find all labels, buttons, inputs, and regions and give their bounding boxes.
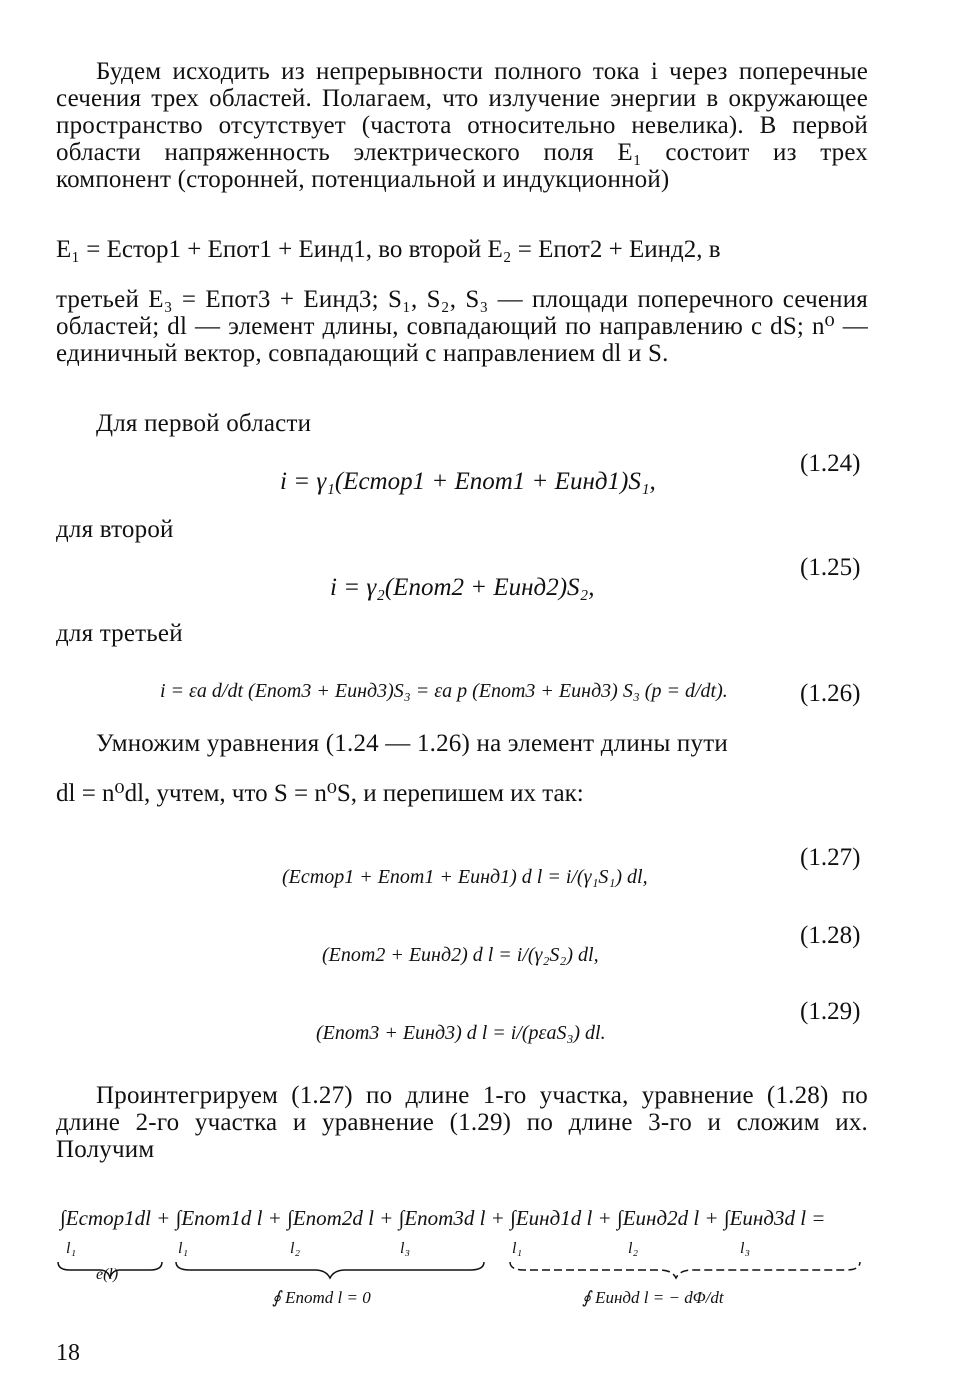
field-components-text: E₁ = Eстор1 + Eпот1 + Eинд1, во второй E₂ = Eпот2 + Eинд2, в bbox=[56, 236, 721, 263]
limit-3: l₂ bbox=[290, 1240, 301, 1257]
paragraph-intro-text: Будем исходить из непрерывности полного тока i через поперечные сечения трех областей. Полагаем, что излучение энергии в окружающее пространство отсутствует (частота относительно невелика). В первой области напряженность электрического поля E₁ состоит из трех компонент (сторонней, потенциальной и индукционной) bbox=[56, 58, 868, 193]
dl-definition-text: dl = n⁰dl, учтем, что S = n⁰S, и перепишем их так: bbox=[56, 780, 584, 807]
brace-inductive bbox=[510, 1262, 860, 1278]
brace-label-potential: ∮ Eпотd l = 0 bbox=[272, 1288, 371, 1307]
equation-number-1-25: (1.25) bbox=[800, 554, 861, 581]
brace-potential bbox=[176, 1262, 484, 1278]
limit-1: l₁ bbox=[66, 1240, 77, 1257]
equation-number-1-27: (1.27) bbox=[800, 844, 861, 871]
first-region-label: Для первой области bbox=[96, 410, 312, 437]
equation-number-1-28: (1.28) bbox=[800, 922, 861, 949]
limit-6: l₂ bbox=[628, 1240, 639, 1257]
equation-1-28-text: (Eпот2 + Eинд2) d l = i/(γ₂S₂) dl, bbox=[322, 944, 599, 966]
multiply-text: Умножим уравнения (1.24 — 1.26) на элемент длины пути bbox=[96, 730, 728, 757]
equation-1-25-text: i = γ₂(Eпот2 + Eинд2)S₂, bbox=[330, 574, 595, 601]
brace-label-emf: e(l) bbox=[96, 1266, 119, 1283]
limit-4: l₃ bbox=[400, 1240, 411, 1257]
equation-1-24-text: i = γ₁(Eстор1 + Eпот1 + Eинд1)S₁, bbox=[280, 468, 656, 495]
limit-7: l₃ bbox=[740, 1240, 751, 1257]
final-sum-text: ∫Eстор1dl + ∫Eпот1d l + ∫Eпот2d l + ∫Eпот3d l + ∫Eинд1d l + ∫Eинд2d l + ∫Eинд3d l = bbox=[60, 1206, 826, 1230]
equation-1-29-text: (Eпот3 + Eинд3) d l = i/(pεaS₃) dl. bbox=[316, 1022, 606, 1044]
equation-1-27-text: (Eстор1 + Eпот1 + Eинд1) d l = i/(γ₁S₁) dl, bbox=[282, 866, 648, 888]
equation-number-1-24: (1.24) bbox=[800, 450, 861, 477]
definitions-text: третьей E₃ = Eпот3 + Eинд3; S₁, S₂, S₃ — площади поперечного сечения областей; dl — элемент длины, совпадающий по направлению с dS; n⁰ — единичный вектор, совпадающий с направлением dl и S. bbox=[56, 286, 868, 367]
brace-label-inductive: ∮ Eиндd l = − dΦ/dt bbox=[582, 1288, 724, 1307]
page-number: 18 bbox=[56, 1340, 80, 1366]
second-region-label: для второй bbox=[56, 516, 174, 543]
equation-number-1-29: (1.29) bbox=[800, 998, 861, 1025]
equation-number-1-26: (1.26) bbox=[800, 680, 861, 707]
integrate-text: Проинтегрируем (1.27) по длине 1-го участка, уравнение (1.28) по длине 2-го участка и уравнение (1.29) по длине 3-го и сложим их. Получим bbox=[56, 1082, 868, 1163]
limit-5: l₁ bbox=[512, 1240, 523, 1257]
equation-1-26-text: i = εa d/dt (Eпот3 + Eинд3)S₃ = εa p (Eпот3 + Eинд3) S₃ (p = d/dt). bbox=[160, 680, 728, 702]
limit-2: l₁ bbox=[178, 1240, 189, 1257]
third-region-label: для третьей bbox=[56, 620, 183, 647]
